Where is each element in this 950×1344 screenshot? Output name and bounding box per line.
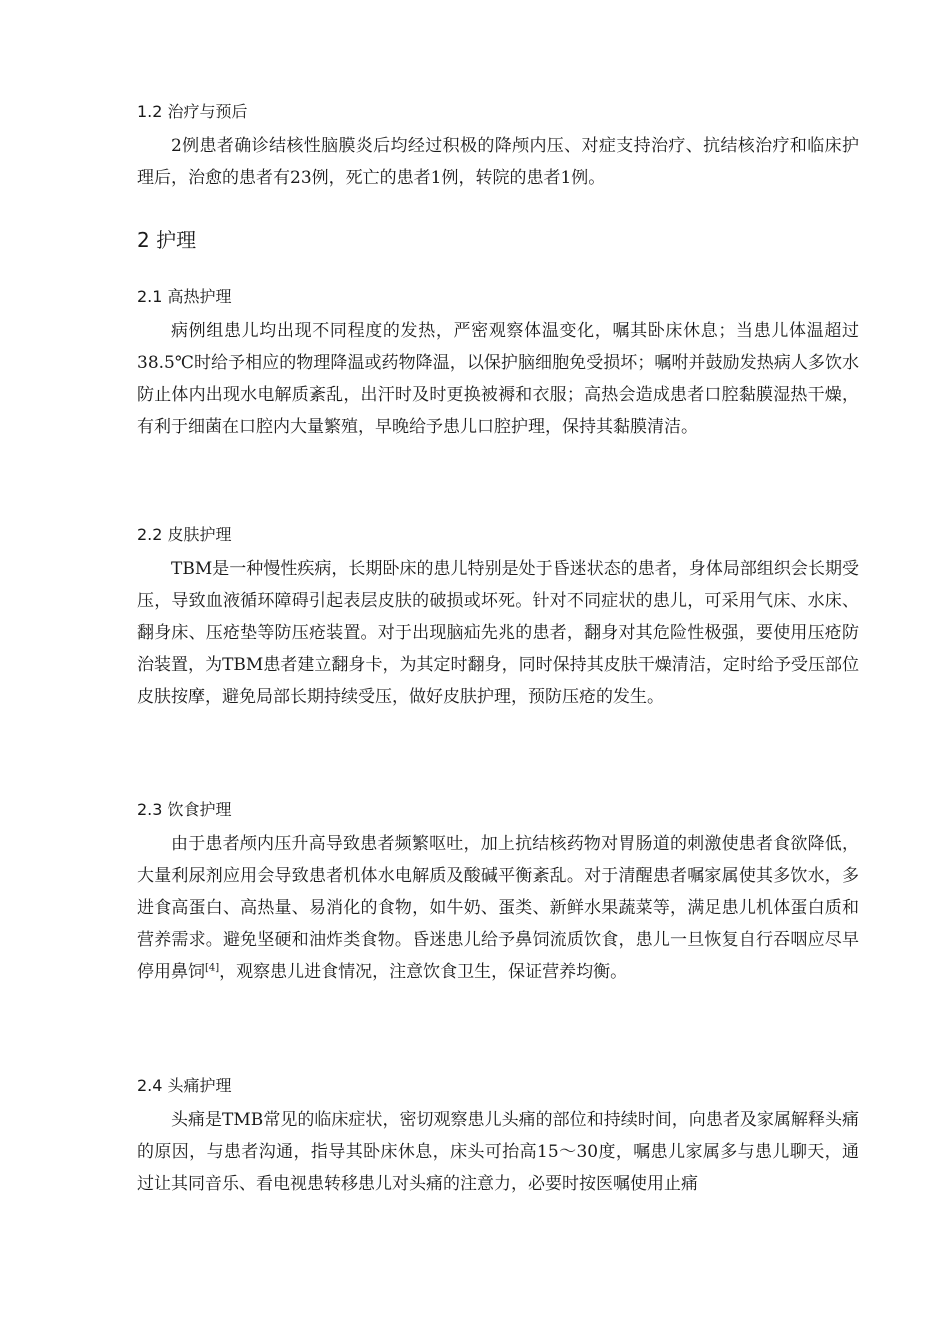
body-text-after-citation: ，观察患儿进食情况，注意饮食卫生，保证营养均衡。: [219, 962, 628, 982]
citation-reference: [4]: [205, 962, 220, 974]
chapter-heading-2: 2 护理: [137, 228, 197, 252]
section-heading-2-2: 2.2 皮肤护理: [137, 525, 232, 544]
section-body-2-2: TBM是一种慢性疾病，长期卧床的患儿特别是处于昏迷状态的患者，身体局部组织会长期受压，导致血液循环障碍引起表层皮肤的破损或坏死。针对不同症状的患儿，可采用气床、水床、翻身床、压疮垫等防压疮装置。对于出现脑疝先兆的患者，翻身对其危险性极强，要使用压疮防治装置，为TBM患者建立翻身卡，为其定时翻身，同时保持其皮肤干燥清洁，定时给予受压部位皮肤按摩，避免局部长期持续受压，做好皮肤护理，预防压疮的发生。: [137, 559, 859, 707]
section-heading-1-2: 1.2 治疗与预后: [137, 102, 248, 121]
section-body-1-2: 2例患者确诊结核性脑膜炎后均经过积极的降颅内压、对症支持治疗、抗结核治疗和临床护理后，治愈的患者有23例，死亡的患者1例，转院的患者1例。: [137, 136, 859, 188]
section-body-2-1: 病例组患儿均出现不同程度的发热，严密观察体温变化，嘱其卧床休息；当患儿体温超过38.5℃时给予相应的物理降温或药物降温，以保护脑细胞免受损坏；嘱咐并鼓励发热病人多饮水防止体内出现水电解质紊乱，出汗时及时更换被褥和衣服；高热会造成患者口腔黏膜湿热干燥，有利于细菌在口腔内大量繁殖，早晚给予患儿口腔护理，保持其黏膜清洁。: [137, 321, 859, 437]
body-text-before-citation: 由于患者颅内压升高导致患者频繁呕吐，加上抗结核药物对胃肠道的刺激使患者食欲降低，大量利尿剂应用会导致患者机体水电解质及酸碱平衡紊乱。对于清醒患者嘱家属使其多饮水，多进食高蛋白、高热量、易消化的食物，如牛奶、蛋类、新鲜水果蔬菜等，满足患儿机体蛋白质和营养需求。避免坚硬和油炸类食物。昏迷患儿给予鼻饲流质饮食，患儿一旦恢复自行吞咽应尽早停用鼻饲: [137, 834, 859, 982]
section-body-2-3: [137, 828, 859, 988]
section-heading-2-4: 2.4 头痛护理: [137, 1076, 232, 1095]
section-heading-2-3: 2.3 饮食护理: [137, 800, 232, 819]
section-heading-2-1: 2.1 高热护理: [137, 287, 232, 306]
section-body-2-4: 头痛是TMB常见的临床症状，密切观察患儿头痛的部位和持续时间，向患者及家属解释头痛的原因，与患者沟通，指导其卧床休息，床头可抬高15～30度，嘱患儿家属多与患儿聊天，通过让其同音乐、看电视患转移患儿对头痛的注意力，必要时按医嘱使用止痛: [137, 1110, 859, 1194]
